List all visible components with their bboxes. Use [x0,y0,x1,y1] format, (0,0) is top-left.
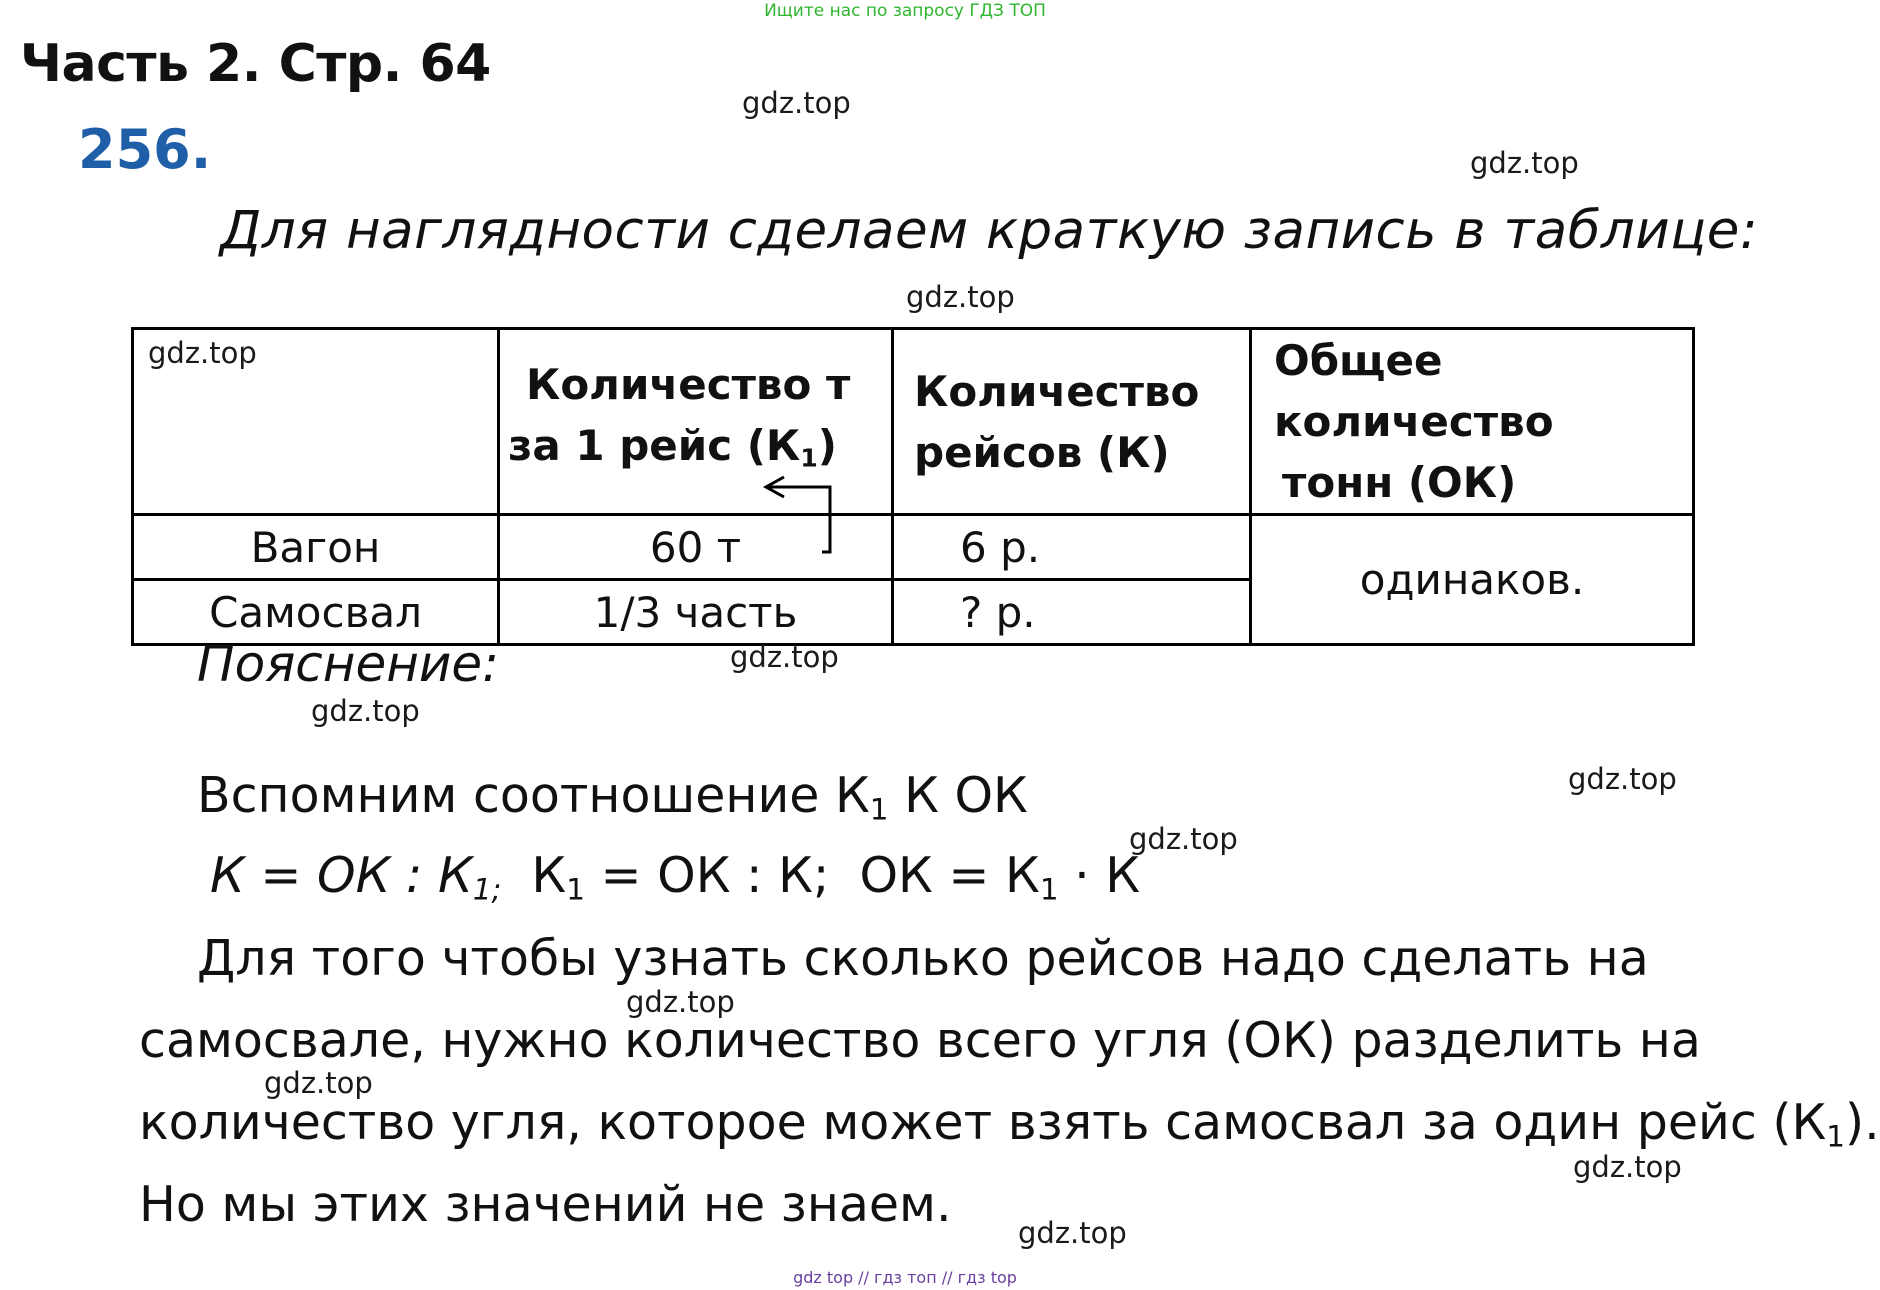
formula-b-post: = ОК : К; [584,847,830,904]
formula-b [531,847,830,907]
table-header-row [133,329,1694,515]
top-banner: Ищите нас по запросу ГДЗ ТОП [764,1,1046,21]
paragraph-line-3-sub: 1 [1826,1119,1845,1154]
row-k: ? р. [893,580,1251,645]
paragraph-line-3 [139,1094,1880,1153]
footer-watermark: gdz top // гдз топ // гдз top [793,1268,1017,1287]
watermark: gdz.top [148,336,257,370]
formula-a-sub: 1; [472,872,502,907]
relation-arrow-icon [760,475,850,565]
header-k1-line2-text: за 1 рейс (К [508,421,801,471]
formula-b-pre: К [531,847,567,904]
watermark: gdz.top [1573,1150,1682,1184]
formula-c [859,847,1141,907]
row-k1: 60 т [499,515,893,580]
header-ok [1251,329,1694,515]
relation-pre: Вспомним соотношение К [197,767,870,824]
paragraph-line-2: самосвале, нужно количество всего угля (ОК) разделить на [139,1012,1701,1069]
relation-line [197,767,1028,826]
formula-b-sub: 1 [566,872,585,907]
header-k1-line2-tail: ) [817,421,837,471]
row-ok-merged: одинаков. [1251,515,1694,645]
row-name: Самосвал [133,580,499,645]
task-number: 256. [78,118,212,181]
watermark: gdz.top [742,86,851,120]
relation-post: К ОК [888,767,1028,824]
table-row [133,515,1694,580]
header-k1-line1: Количество т [526,360,851,410]
summary-table [131,327,1695,646]
paragraph-line-3-pre: количество угля, которое может взять самосвал за один рейс (К [139,1094,1827,1151]
part-title: Часть 2. Стр. 64 [20,34,491,94]
paragraph-line-1: Для того чтобы узнать сколько рейсов надо сделать на [197,930,1649,987]
header-k-line2: рейсов (К) [914,427,1170,477]
table-corner-cell [133,329,499,515]
formula-c-sub: 1 [1039,872,1059,907]
explanation-label: Пояснение: [197,635,500,693]
formula-c-post: · К [1058,847,1141,904]
watermark: gdz.top [311,694,420,728]
formula-c-pre: ОК = К [859,847,1040,904]
intro-text: Для наглядности сделаем краткую запись в таблице: [220,200,1759,261]
formula-a [210,847,502,907]
header-k-line1: Количество [914,366,1200,416]
header-ok-line1: Общее количество [1274,336,1554,446]
watermark: gdz.top [1018,1216,1127,1250]
paragraph-line-4: Но мы этих значений не знаем. [139,1176,952,1233]
header-k [893,329,1251,515]
paragraph-line-3-post: ). [1844,1094,1880,1151]
formula-a-pre: К = ОК : К [210,847,473,904]
watermark: gdz.top [626,985,735,1019]
watermark: gdz.top [264,1066,373,1100]
header-ok-line2: тонн (ОК) [1282,458,1517,507]
watermark: gdz.top [906,280,1015,314]
header-k1-line2-sub: 1 [800,443,818,473]
row-name: Вагон [133,515,499,580]
formula-line [210,847,1140,906]
watermark: gdz.top [1470,146,1579,180]
relation-sub: 1 [869,792,889,827]
watermark: gdz.top [1568,762,1677,796]
row-k1: 1/3 часть [499,580,893,645]
row-k: 6 р. [893,515,1251,580]
watermark: gdz.top [1129,822,1238,856]
watermark: gdz.top [730,640,839,674]
